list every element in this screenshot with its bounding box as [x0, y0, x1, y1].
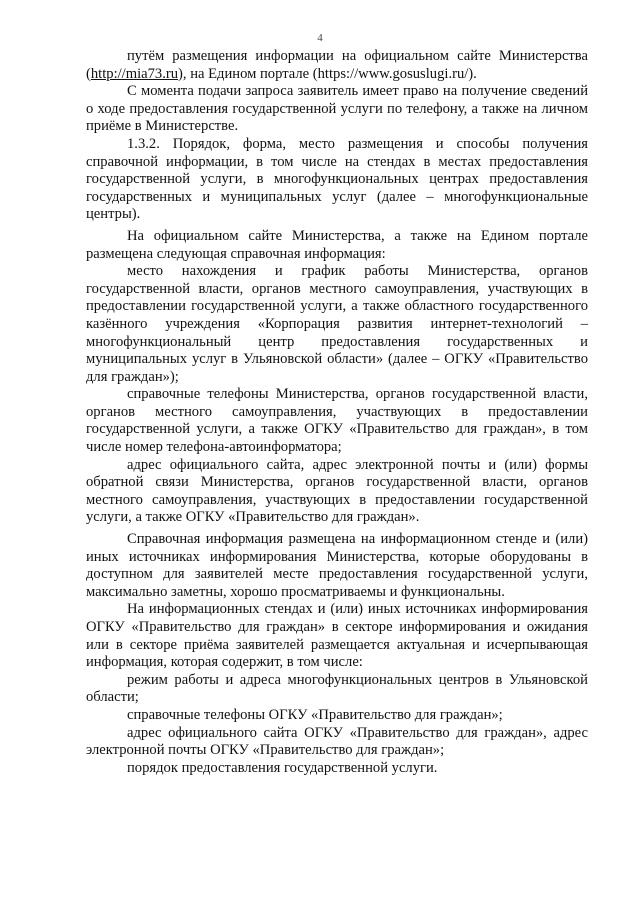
paragraph-10: режим работы и адреса многофункциональных центров в Ульяновской области; [86, 671, 588, 706]
paragraph-5: место нахождения и график работы Министерства, органов государственной власти, органов местного самоуправления, участвующих в предоставлении государственной услуги, а также областного государственного казённого учреждения «Корпорация развития интернет-технологий – многофункциональный центр предоставления государственных и муниципальных услуг в Ульяновской области» (далее – ОГКУ «Правительство для граждан»); [86, 263, 588, 385]
paragraph-4: На официальном сайте Министерства, а также на Едином портале размещена следующая справочная информация: [86, 227, 588, 262]
paragraph-12: адрес официального сайта ОГКУ «Правительство для граждан», адрес электронной почты ОГКУ «Правительство для граждан»; [86, 724, 588, 759]
paragraph-8: Справочная информация размещена на информационном стенде и (или) иных источниках информирования Министерства, которые оборудованы в доступном для заявителей месте предоставления государственной услуги, максимально заметны, хорошо просматриваемы и функциональны. [86, 531, 588, 600]
paragraph-6: справочные телефоны Министерства, органов государственной власти, органов местного самоуправления, участвующих в предоставлении государственной услуги, а также ОГКУ «Правительство для граждан», в том числе номер телефона-автоинформатора; [86, 386, 588, 456]
ministry-site-link[interactable]: http://mia73.ru [90, 65, 179, 82]
paragraph-3: 1.3.2. Порядок, форма, место размещения и способы получения справочной информации, в том числе на стендах в местах предоставления государственной услуги, в многофункциональных центрах предоставления государственных и муниципальных услуг (далее – многофункциональные центры). [86, 135, 588, 223]
paragraph-9: На информационных стендах и (или) иных источниках информирования ОГКУ «Правительство для граждан» в секторе информирования и ожидания или в секторе приёма заявителей размещается актуальная и исчерпывающая информация, которая содержит, в том числе: [86, 601, 588, 671]
paragraph-11: справочные телефоны ОГКУ «Правительство для граждан»; [127, 706, 503, 723]
document-body [86, 48, 588, 777]
paragraph-1 [86, 48, 588, 83]
paragraph-2: С момента подачи запроса заявитель имеет право на получение сведений о ходе предоставления государственной услуги по телефону, а также на личном приёме в Министерстве. [86, 83, 588, 135]
paragraph-7: адрес официального сайта, адрес электронной почты и (или) формы обратной связи Министерства, органов государственной власти, органов местного самоуправления, участвующих в предоставлении государственной услуги, а также ОГКУ «Правительство для граждан». [86, 456, 588, 526]
paragraph-13: порядок предоставления государственной услуги. [127, 759, 438, 776]
paragraph-1-text-end: ), на Едином портале (https://www.gosuslugi.ru/). [178, 65, 477, 82]
paragraph-1-text-start: путём размещения информации на официальном сайте Министерства ( [86, 48, 588, 82]
page-number: 4 [317, 32, 323, 44]
